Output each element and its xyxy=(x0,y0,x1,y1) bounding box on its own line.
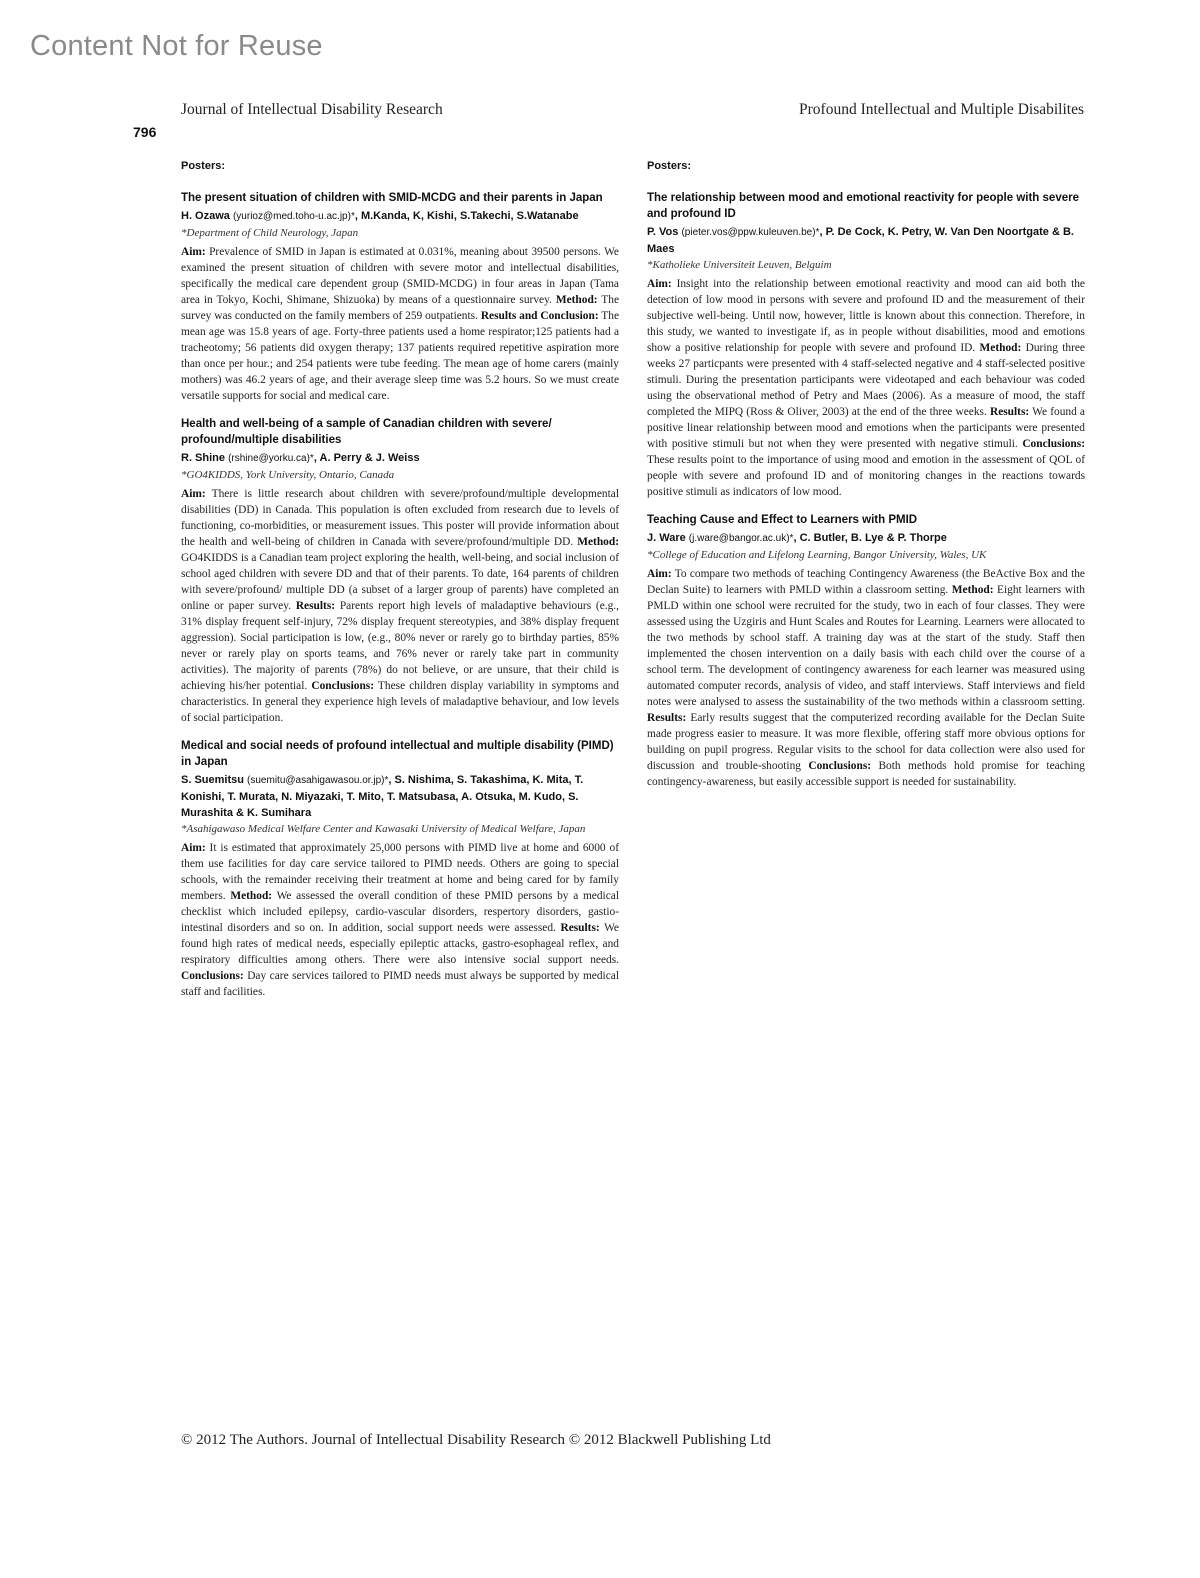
abstract-body xyxy=(647,276,1085,500)
affiliation: *Department of Child Neurology, Japan xyxy=(181,227,359,239)
section-heading: Results: xyxy=(295,600,336,612)
first-author: J. Ware xyxy=(647,532,686,544)
abstract-body xyxy=(181,486,619,726)
author-email: (j.ware@bangor.ac.uk)* xyxy=(688,533,794,544)
section-heading: Aim: xyxy=(181,842,206,854)
coauthors: , P. De Cock, K. Petry, W. Van Den Noortgate & B. Maes xyxy=(647,226,1074,255)
affiliation: *GO4KIDDS, York University, Ontario, Canada xyxy=(181,469,395,481)
section-text: Eight learners with PMLD within one school were recruited for the study, two in each of four classes. They were assessed using the Uzgiris and Hunt Scales and Routes for Learning. Learners were allocated to the two methods by school staff. A training day was at the start of the study. Staff then implemented the chosen intervention on a daily basis with each child over the course of a school term. The development of contingency awareness for each learner was measured using automated computer records, analysis of video, and staff interviews. Staff interviews and field notes were analysed to assess the sustainability of the two methods within a classroom setting. xyxy=(647,584,1085,708)
section-text: Early results suggest that the computerized recording available for the Declan Suite made progress easier to measure. It was more flexible, offering staff more obvious options for building on pupil progress. Regular visits to the school for data collection were also used for discussion and trouble-shooting xyxy=(647,712,1085,772)
section-text: Both methods hold promise for teaching contingency-awareness, but easily accessible support is needed for sustainability. xyxy=(647,760,1085,788)
section-heading: Aim: xyxy=(181,488,206,500)
section-text: Day care services tailored to PIMD needs must always be supported by medical staff and facilities. xyxy=(181,970,619,998)
copyright-footer: © 2012 The Authors. Journal of Intellectual Disability Research © 2012 Blackwell Publishing Ltd xyxy=(181,1432,771,1448)
coauthors: , M.Kanda, K, Kishi, S.Takechi, S.Watanabe xyxy=(354,210,579,222)
abstract-body xyxy=(181,244,619,404)
affiliation: *Asahigawaso Medical Welfare Center and Kawasaki University of Medical Welfare, Japan xyxy=(181,823,586,835)
section-heading: Aim: xyxy=(647,568,672,580)
section-text: We found high rates of medical needs, especially epileptic attacks, gastro-esophageal reflex, and respiratory difficulties among others. There were also intensive social support needs. xyxy=(181,922,619,966)
section-text: Parents report high levels of maladaptive behaviours (e.g., 31% display frequent self-injury, 72% display frequent stereotypies, and 38% display frequent aggression). Social participation is low, (e.g., 80% never or rarely go to birthday parties, 85% never or rarely play on sports teams, and 76% never or rarely take part in community activities). The majority of parents (78%) do not believe, or are unsure, that their child is achieving his/her potential. xyxy=(181,600,619,692)
section-text: The survey was conducted on the family members of 259 outpatients. xyxy=(181,294,619,322)
abstract-authors xyxy=(181,208,619,225)
abstract-title: The relationship between mood and emotional reactivity for people with severe and profound ID xyxy=(647,192,1079,220)
abstract-body xyxy=(647,566,1085,790)
section-text: Prevalence of SMID in Japan is estimated at 0.031%, meaning about 39500 persons. We examined the present situation of children with severe motor and intellectual disabilities, specifically the medical care dependent group (SMID-MCDG) in four areas in Japan (Tama area in Tokyo, Kochi, Shimane, Shizuoka) by means of a questionnaire survey. xyxy=(181,246,619,306)
section-text: To compare two methods of teaching Contingency Awareness (the BeActive Box and the Declan Suite) to learners with PMLD within a classroom setting. xyxy=(647,568,1085,596)
first-author: P. Vos xyxy=(647,226,679,238)
author-email: (pieter.vos@ppw.kuleuven.be)* xyxy=(681,227,820,238)
author-email: (suemitu@asahigawasou.or.jp)* xyxy=(247,775,389,786)
abstract xyxy=(181,190,619,404)
abstract-authors xyxy=(181,772,619,821)
abstract-title: The present situation of children with SMID-MCDG and their parents in Japan xyxy=(181,192,603,204)
first-author: H. Ozawa xyxy=(181,210,230,222)
section-title: Profound Intellectual and Multiple Disabilites xyxy=(799,101,1084,118)
section-heading: Method: xyxy=(979,342,1022,354)
first-author: S. Suemitsu xyxy=(181,774,244,786)
section-heading: Aim: xyxy=(181,246,206,258)
journal-title: Journal of Intellectual Disability Research xyxy=(181,101,443,118)
section-heading: Results: xyxy=(647,712,687,724)
section-heading: Results and Conclusion: xyxy=(480,310,599,322)
section-heading: Method: xyxy=(555,294,598,306)
section-heading: Conclusions: xyxy=(311,680,375,692)
section-heading: Method: xyxy=(577,536,619,548)
section-text: Insight into the relationship between emotional reactivity and mood can aid both the detection of low mood in persons with severe and profound ID and the measurement of their subjective well-being. Until now, however, little is known about this connection. Therefore, in this study, we wanted to investigate if, as in people without disabilities, mood and emotions show a positive relationship for people with severe and profound ID. xyxy=(647,278,1085,354)
section-text: These results point to the importance of using mood and emotion in the assessment of QOL of people with severe and profound ID and of monitoring changes in the reactions towards positive stimuli as indicators of low mood. xyxy=(647,454,1085,498)
watermark: Content Not for Reuse xyxy=(30,30,323,62)
coauthors: , C. Butler, B. Lye & P. Thorpe xyxy=(793,532,947,544)
affiliation: *Katholieke Universiteit Leuven, Belguim xyxy=(647,259,832,271)
abstract-title: Health and well-being of a sample of Canadian children with severe/ profound/multiple disabilities xyxy=(181,418,552,446)
abstract-authors xyxy=(181,450,619,467)
abstract xyxy=(181,416,619,726)
page-number: 796 xyxy=(133,124,157,140)
abstract-authors xyxy=(647,224,1085,257)
section-text: During three weeks 27 particpants were presented with 4 staff-selected negative and 4 staff-selected positive stimuli. During the presentation participants were videotaped and each behaviour was coded using the observational method of Petry and Maes (2006). As a measure of mood, the staff completed the MIPQ (Ross & Oliver, 2003) at the end of the three weeks. xyxy=(647,342,1085,418)
abstract xyxy=(647,512,1085,790)
section-heading: Conclusions: xyxy=(1022,438,1085,450)
section-heading: Method: xyxy=(951,584,994,596)
section-text: We found a positive linear relationship between mood and emotions when the participants were presented with positive stimuli but not when they were presented with negative stimuli. xyxy=(647,406,1085,450)
section-text: GO4KIDDS is a Canadian team project exploring the health, well-being, and social inclusion of school aged children with severe DD and that of their parents. To date, 164 parents of children with severe/profound/ multiple DD (a subset of a larger group of parents) have completed an online or paper survey. xyxy=(181,552,619,612)
section-text: We assessed the overall condition of these PMID persons by a medical checklist which included epilepsy, cardio-vascular disorders, respertory disorders, gastio-intestinal disorders and so on. In addition, social support needs were assessed. xyxy=(181,890,619,934)
abstract-body xyxy=(181,840,619,1000)
abstract-authors xyxy=(647,530,1085,547)
section-label: Posters: xyxy=(647,160,692,172)
coauthors: , A. Perry & J. Weiss xyxy=(313,452,420,464)
abstract xyxy=(647,190,1085,500)
abstract-title: Medical and social needs of profound intellectual and multiple disability (PIMD) in Japan xyxy=(181,740,614,768)
section-label: Posters: xyxy=(181,160,226,172)
section-text: These children display variability in symptoms and characteristics. In general they experience high levels of maladaptive behaviour, and low levels of social participation. xyxy=(181,680,620,724)
coauthors: , S. Nishima, S. Takashima, K. Mita, T. Konishi, T. Murata, N. Miyazaki, T. Mito, T. Matsubasa, A. Otsuka, M. Kudo, S. Murashita & K. Sumihara xyxy=(181,774,584,819)
author-email: (rshine@yorku.ca)* xyxy=(228,453,314,464)
section-heading: Conclusions: xyxy=(808,760,872,772)
affiliation: *College of Education and Lifelong Learning, Bangor University, Wales, UK xyxy=(647,549,987,561)
abstract-title: Teaching Cause and Effect to Learners with PMID xyxy=(647,514,918,526)
section-text: There is little research about children with severe/profound/multiple developmental disabilities (DD) in Canada. This population is often excluded from research due to levels of functioning, co-morbidities, or measurement issues. This poster will provide information about the health and well-being of children in Canada with severe/profound/multiple DD. xyxy=(181,488,619,548)
section-heading: Results: xyxy=(560,922,600,934)
author-email: (yurioz@med.toho-u.ac.jp)* xyxy=(232,211,355,222)
right-column xyxy=(647,158,1085,802)
section-heading: Method: xyxy=(230,890,273,902)
abstract xyxy=(181,738,619,1000)
section-heading: Aim: xyxy=(647,278,672,290)
section-text: The mean age was 15.8 years of age. Forty-three patients used a home respirator;125 patients had a tracheotomy; 56 patients did oxygen therapy; 137 patients required repetitive aspiration more than once per hour.; and 254 patients were tube feeding. The mean age of home carers (mainly mothers) was 46.2 years of age, and their average sleep time was 5.2 hours. So we must create versatile supports for social and medical care. xyxy=(181,310,620,402)
section-heading: Results: xyxy=(989,406,1030,418)
section-text: It is estimated that approximately 25,000 persons with PIMD live at home and 6000 of them use facilities for day care service tailored to PIMD needs. Others are going to special schools, with the remainder receiving their treatment at home and being cared for by family members. xyxy=(181,842,619,902)
first-author: R. Shine xyxy=(181,452,226,464)
left-column xyxy=(181,158,619,1012)
section-heading: Conclusions: xyxy=(181,970,244,982)
